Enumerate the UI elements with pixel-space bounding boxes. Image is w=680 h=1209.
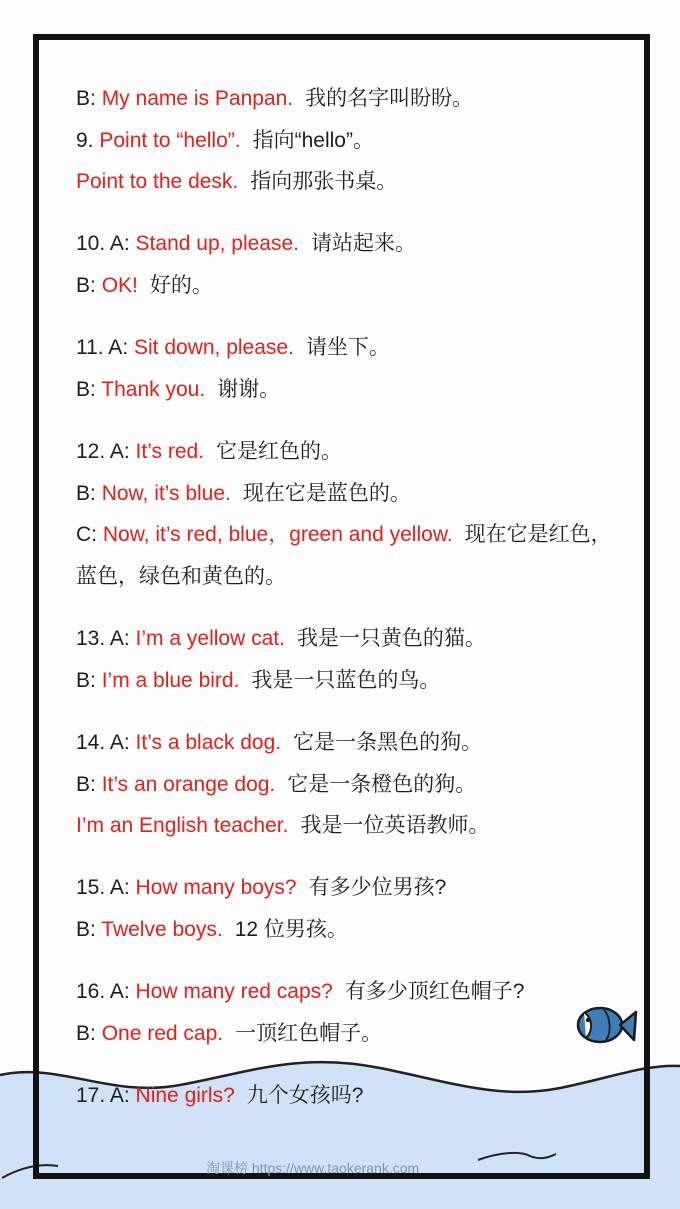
dialogue-line bbox=[76, 1075, 616, 1117]
chinese-translation: 有多少顶红色帽子? bbox=[344, 980, 525, 1004]
dialogue-line bbox=[76, 1013, 616, 1055]
speaker-label: B: bbox=[76, 918, 102, 942]
dialogue-line bbox=[76, 369, 616, 411]
dialogue-line bbox=[76, 909, 616, 951]
english-sentence: Nine girls? bbox=[135, 1083, 235, 1107]
chinese-translation: 它是一条橙色的狗。 bbox=[287, 772, 477, 796]
speaker-label: B: bbox=[76, 274, 102, 298]
english-sentence: One red cap. bbox=[101, 1021, 224, 1045]
dialogue-line bbox=[76, 78, 616, 120]
speaker-label: 10. A: bbox=[76, 232, 136, 256]
english-sentence: OK! bbox=[101, 274, 138, 298]
chinese-translation: 请站起来。 bbox=[311, 232, 417, 256]
dialogue-content bbox=[76, 78, 616, 1117]
english-sentence: I’m an English teacher. bbox=[76, 814, 289, 838]
chinese-translation: 我的名字叫盼盼。 bbox=[305, 87, 474, 110]
english-sentence: How many boys? bbox=[135, 876, 297, 900]
speaker-label: B: bbox=[76, 377, 102, 401]
chinese-translation: 我是一位英语教师。 bbox=[300, 814, 490, 838]
chinese-translation: 我是一只蓝色的鸟。 bbox=[251, 668, 441, 692]
chinese-translation: 它是一条黑色的狗。 bbox=[293, 730, 483, 754]
chinese-translation: 有多少位男孩? bbox=[308, 876, 447, 900]
english-sentence: Point to the desk. bbox=[76, 170, 239, 194]
english-sentence: It’s an orange dog. bbox=[101, 772, 276, 796]
speaker-label: B: bbox=[76, 1021, 102, 1045]
dialogue-line bbox=[76, 722, 616, 764]
chinese-translation: 我是一只黄色的猫。 bbox=[296, 627, 486, 651]
speaker-label: 14. A: bbox=[76, 730, 136, 754]
dialogue-line bbox=[76, 618, 616, 660]
speaker-label: B: bbox=[76, 87, 102, 110]
chinese-translation: 好的。 bbox=[149, 274, 213, 298]
english-sentence: My name is Panpan. bbox=[101, 87, 294, 110]
dialogue-line bbox=[76, 660, 616, 702]
dialogue-line bbox=[76, 971, 616, 1013]
speaker-label: 11. A: bbox=[76, 336, 134, 360]
chinese-translation: 九个女孩吗? bbox=[246, 1083, 364, 1107]
chinese-translation: 现在它是红色，蓝色，绿色和黄色的。 bbox=[76, 523, 612, 589]
speaker-label: C: bbox=[76, 523, 103, 547]
dialogue-line bbox=[76, 431, 616, 473]
english-sentence: Now, it’s blue. bbox=[101, 481, 231, 505]
speaker-label: B: bbox=[76, 772, 102, 796]
dialogue-line bbox=[76, 120, 616, 162]
chinese-translation: 12 位男孩。 bbox=[234, 918, 348, 942]
chinese-translation: 一顶红色帽子。 bbox=[235, 1021, 383, 1045]
english-sentence: I’m a blue bird. bbox=[101, 668, 240, 692]
item-number: 9. bbox=[76, 128, 100, 152]
english-sentence: Point to “hello”. bbox=[99, 128, 241, 152]
speaker-label: 15. A: bbox=[76, 876, 136, 900]
english-sentence: Stand up, please. bbox=[135, 232, 300, 256]
dialogue-line bbox=[76, 161, 616, 203]
chinese-translation: 它是红色的。 bbox=[216, 439, 343, 463]
chinese-translation: 指向“hello”。 bbox=[252, 128, 374, 152]
speaker-label: 13. A: bbox=[76, 627, 136, 651]
chinese-translation: 现在它是蓝色的。 bbox=[242, 481, 411, 505]
dialogue-line bbox=[76, 265, 616, 307]
english-sentence: I’m a yellow cat. bbox=[135, 627, 285, 651]
dialogue-line bbox=[76, 805, 616, 847]
speaker-label: 17. A: bbox=[76, 1083, 136, 1107]
chinese-translation: 请坐下。 bbox=[305, 336, 390, 360]
dialogue-line bbox=[76, 327, 616, 369]
speaker-label: 16. A: bbox=[76, 980, 136, 1004]
speaker-label: B: bbox=[76, 668, 102, 692]
english-sentence: Thank you. bbox=[101, 377, 206, 401]
english-sentence: How many red caps? bbox=[135, 980, 333, 1004]
english-sentence: It’s red. bbox=[135, 439, 205, 463]
dialogue-line bbox=[76, 764, 616, 806]
english-sentence: Sit down, please. bbox=[134, 336, 294, 360]
speaker-label: B: bbox=[76, 481, 102, 505]
english-sentence: It’s a black dog. bbox=[135, 730, 282, 754]
dialogue-line bbox=[76, 223, 616, 265]
chinese-translation: 指向那张书桌。 bbox=[250, 170, 398, 194]
watermark: 淘课榜 https://www.taokerank.com bbox=[206, 1160, 420, 1176]
english-sentence: Now, it’s red, blue，green and yellow. bbox=[102, 523, 453, 547]
dialogue-line bbox=[76, 514, 616, 597]
dialogue-line bbox=[76, 867, 616, 909]
english-sentence: Twelve boys. bbox=[101, 918, 223, 942]
chinese-translation: 谢谢。 bbox=[217, 377, 281, 401]
dialogue-line bbox=[76, 473, 616, 515]
speaker-label: 12. A: bbox=[76, 439, 136, 463]
